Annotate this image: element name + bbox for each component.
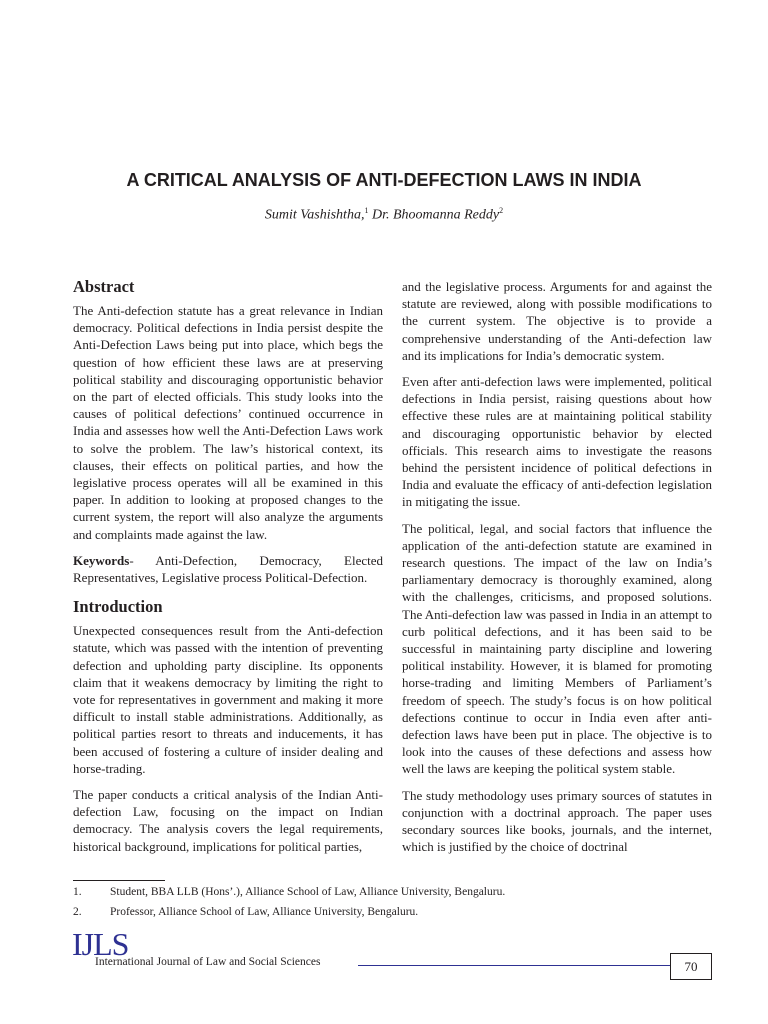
footnote xyxy=(73,902,713,922)
footnote-text: Student, BBA LLB (Hons’.), Alliance School of Law, Alliance University, Bengaluru. xyxy=(110,886,506,898)
footnote-number: 2. xyxy=(73,906,82,918)
footnote xyxy=(73,882,713,902)
body-paragraph-3: The political, legal, and social factors that influence the application of the anti-defection statute are examined in research questions. The impact of the law on India’s parliamentary democracy is thoroughly examined, along with the challenges, criticisms, and proposed solutions. The Anti-defection law was passed in India in an attempt to curb political defections, and it has been said to be successful in maintaining party discipline and lowering political instability. However, it is blamed for promoting horse-trading and limiting Members of Parliament’s freedom of speech. The study’s focus is on how political defections continue to occur in India even after anti-defection laws have been put in place. The objective is to look into the causes of these defections and assess how well the laws are keeping the political system stable. xyxy=(402,520,712,777)
footnotes xyxy=(73,882,713,922)
footer-rule xyxy=(358,965,670,966)
right-column xyxy=(402,278,712,865)
keywords-paragraph xyxy=(73,552,383,586)
author-2-footnote-marker: 2 xyxy=(499,206,504,215)
keywords-label: Keywords xyxy=(73,552,130,568)
introduction-paragraph-2: The paper conducts a critical analysis of the Indian Anti-defection Law, focusing on the impact on Indian democracy. The analysis covers the legal requirements, historical background, implications for political parties, xyxy=(73,787,383,854)
keywords-text: - Anti-Defection, Democracy, Elected Representatives, Legislative process Political-Defection. xyxy=(73,552,383,586)
author-1: Sumit Vashishtha, xyxy=(264,207,365,223)
introduction-paragraph-1: Unexpected consequences result from the Anti-defection statute, which was passed with the intention of preventing defection and upholding party discipline. Its opponents claim that it weakens democracy by limiting the right to vote for representatives in government and making it more difficult to install stable administrations. Additionally, as political parties resort to threats and inducements, it has been accused of fostering a culture of insider dealing and horse-trading. xyxy=(73,623,383,776)
abstract-text: The Anti-defection statute has a great relevance in Indian democracy. Political defections in India persist despite the Anti-Defection Laws being put into place, which begs the question of how efficient these laws are at preserving political stability and discouraging opportunistic behavior on the part of elected officials. This study looks into the causes of political defections’ continued occurrence in India and assesses how well the Anti-Defection Laws work to solve the problem. The law’s historical context, its clauses, their effects on political parties, and how the legislative process operates will all be examined in this paper. In addition to looking at proposed changes to the current system, the report will also analyze the arguments and complaints made against the law. xyxy=(73,303,383,542)
page-number: 70 xyxy=(670,953,712,980)
introduction-heading: Introduction xyxy=(73,597,163,617)
journal-name: International Journal of Law and Social Sciences xyxy=(95,956,321,968)
author-2: Dr. Bhoomanna Reddy xyxy=(368,207,500,223)
body-paragraph-2: Even after anti-defection laws were implemented, political defections in India persist, raising questions about how effective these rules are at maintaining political stability and discouraging opportunistic behavior by elected officials. This research aims to investigate the reasons behind the persistent incidence of political defections in India and evaluate the efficacy of anti-defection legislation in mitigating the issue. xyxy=(402,374,712,510)
footnote-number: 1. xyxy=(73,886,82,898)
author-line xyxy=(0,206,768,224)
left-column xyxy=(73,276,383,864)
author-1-footnote-marker: 1 xyxy=(364,206,369,215)
body-paragraph-1: and the legislative process. Arguments for and against the statute are reviewed, along with possible modifications to the current system. The objective is to provide a comprehensive understanding of the Anti-defection law and its implications for India’s democratic system. xyxy=(402,279,712,363)
abstract-heading: Abstract xyxy=(73,277,135,296)
body-paragraph-4: The study methodology uses primary sources of statutes in conjunction with a doctrinal approach. The paper uses secondary sources like books, journals, and the internet, which is justified by the choice of doctrinal xyxy=(402,787,712,855)
footnote-text: Professor, Alliance School of Law, Alliance University, Bengaluru. xyxy=(110,906,419,918)
journal-logo: IJLS xyxy=(72,926,129,962)
paper-title: A CRITICAL ANALYSIS OF ANTI-DEFECTION LAWS IN INDIA xyxy=(126,170,642,190)
footnote-divider xyxy=(73,880,165,881)
